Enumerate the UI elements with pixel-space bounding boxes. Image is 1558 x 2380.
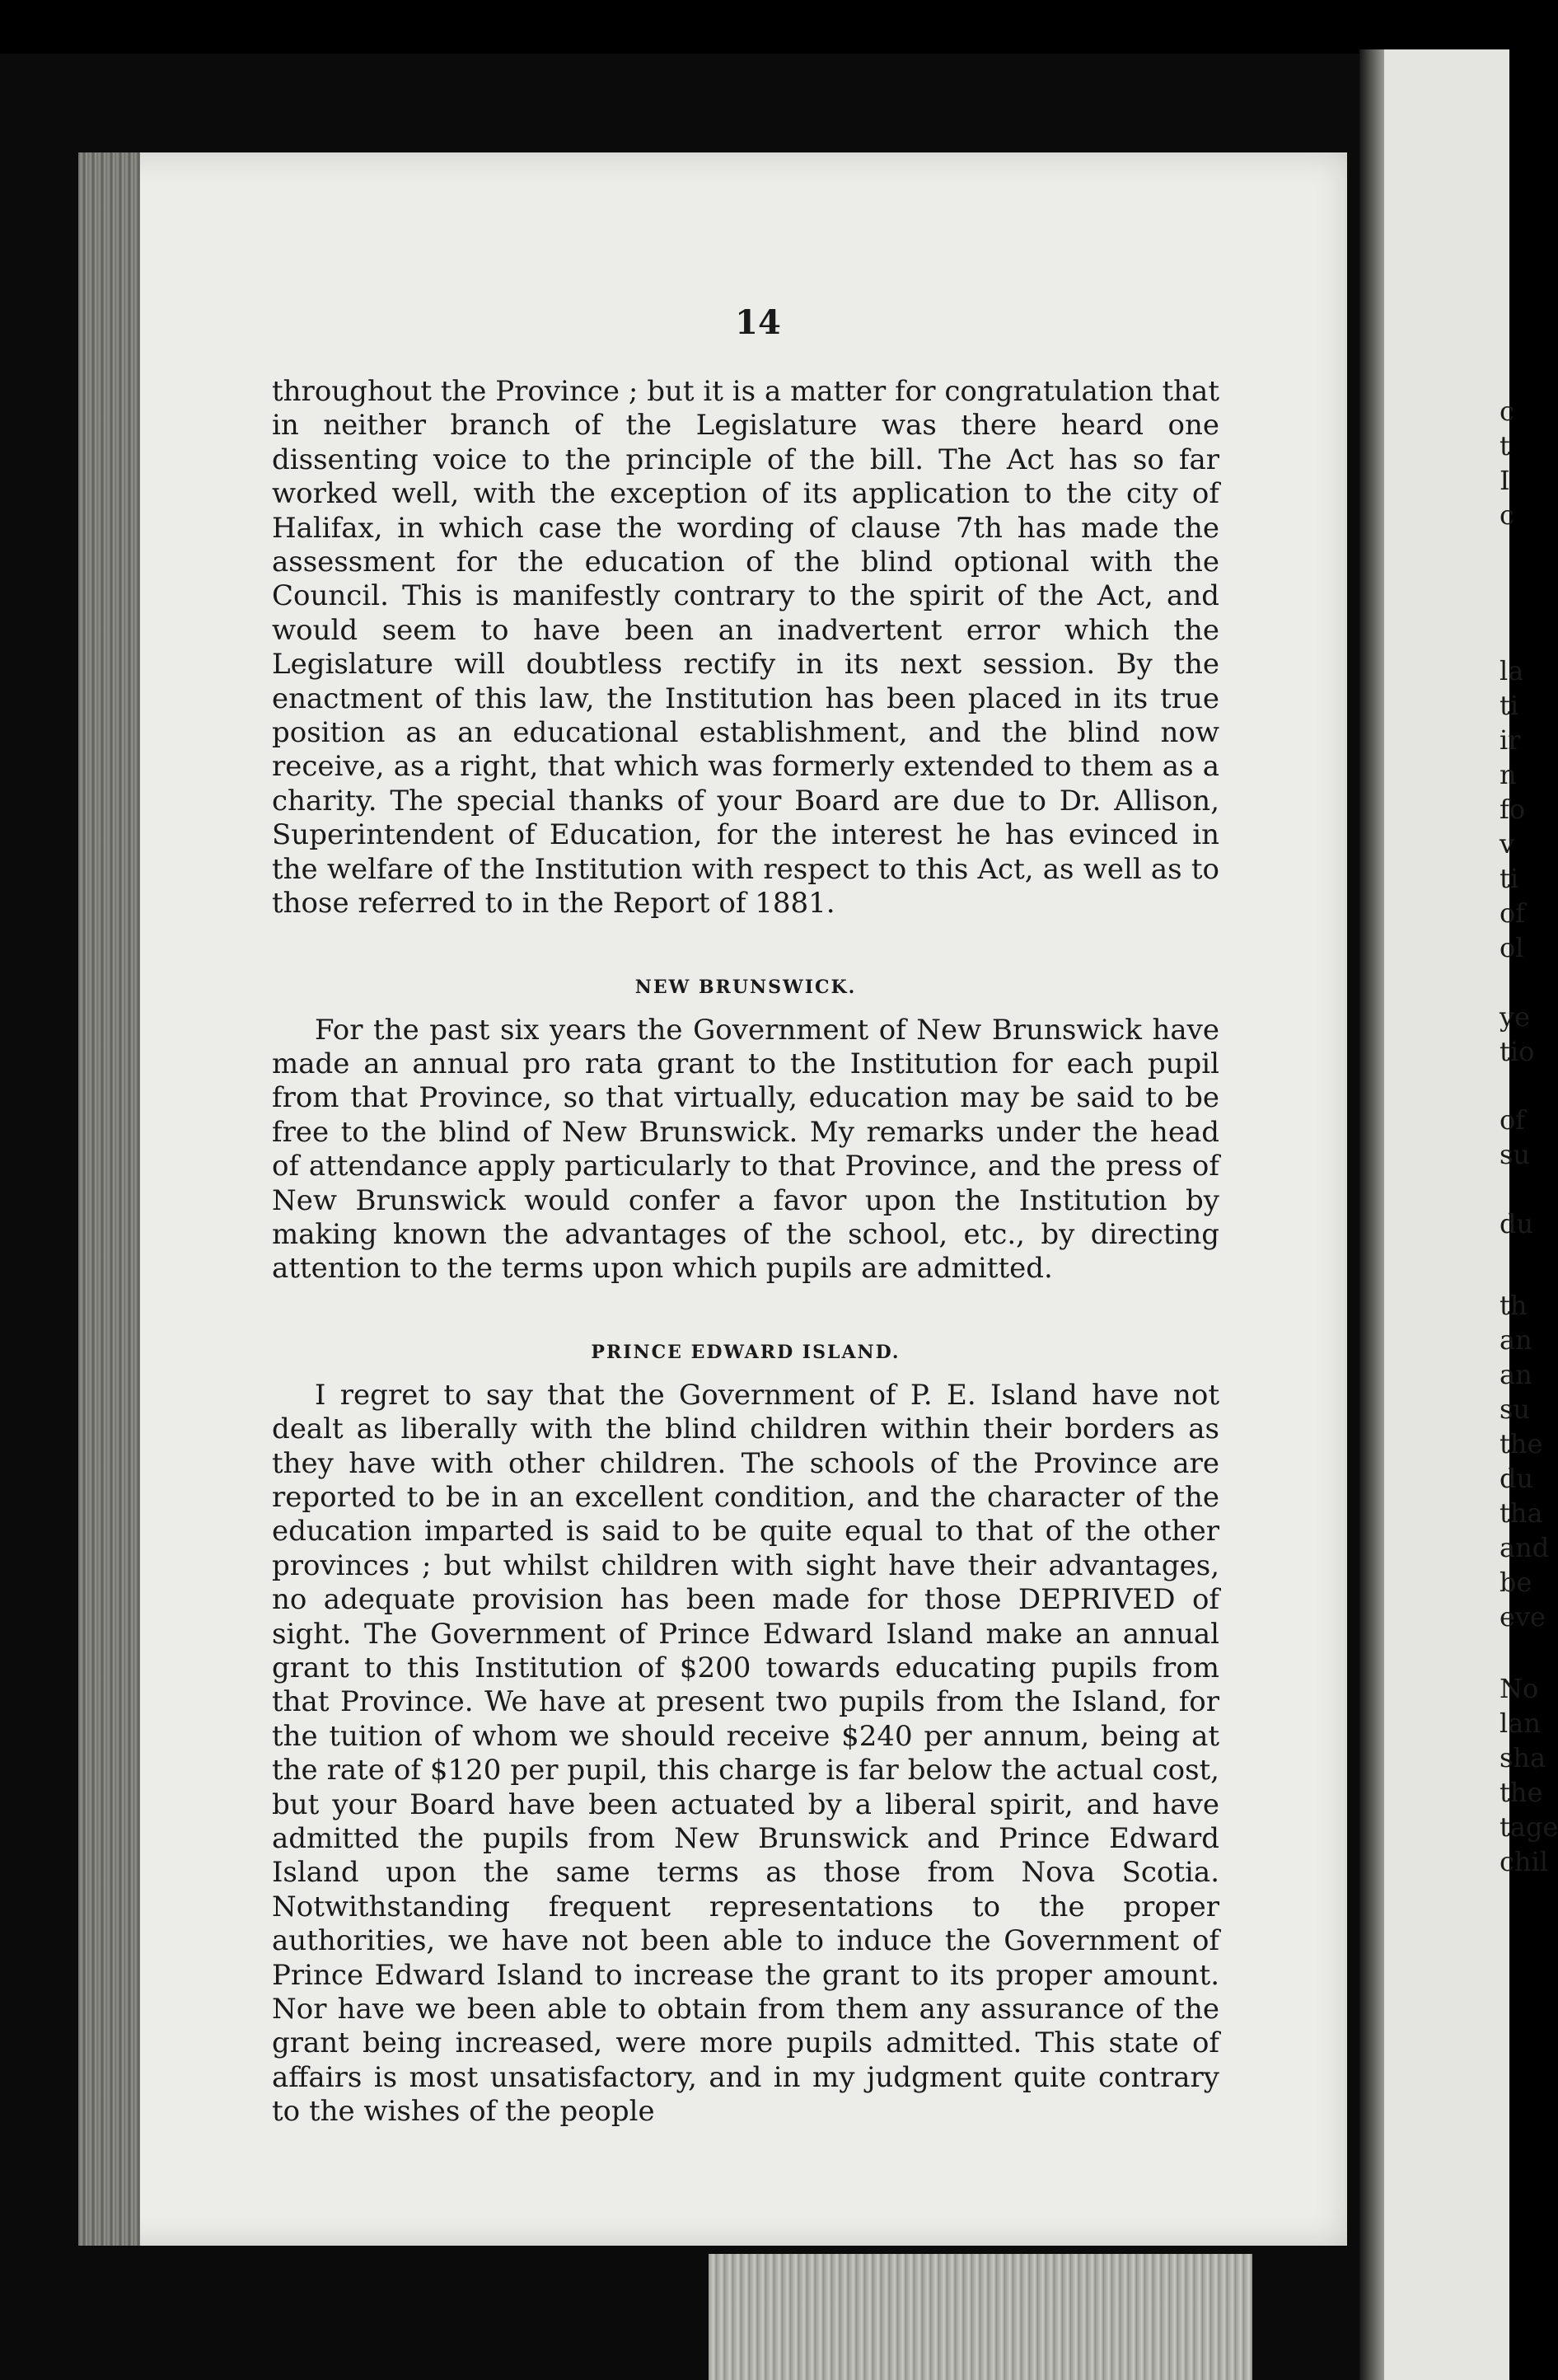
facing-fragment: ir	[1500, 724, 1521, 756]
facing-fragment: an	[1500, 1359, 1532, 1390]
paragraph-legislature-act: throughout the Province ; but it is a matter for congratulation that in neither branch of the Legislature was there heard one dissenting voice to the principle of the bill. The Act has so far worked well, with the exception of its application to the city of Halifax, in which case the wording of clause 7th has made the assessment for the education of the blind optional with the Council. This is manifestly contrary to the spirit of the Act, and would seem to have been an inadvertent error which the Legislature will doubtless rectify in its next session. By the enactment of this law, the Institution has been placed in its true position as an educational establishment, and the blind now receive, as a right, that which was formerly extended to them as a charity. The special thanks of your Board are due to Dr. Allison, Superintendent of Education, for the interest he has evinced in the welfare of the Institution with respect to this Act, as well as to those referred to in the Report of 1881.	[272, 375, 1219, 921]
facing-page-gutter	[1359, 49, 1384, 2380]
facing-page	[1374, 49, 1509, 2380]
facing-fragment: v	[1500, 828, 1515, 860]
heading-new-brunswick: NEW BRUNSWICK.	[634, 976, 857, 998]
scan-top-border	[0, 0, 1509, 54]
paragraph-new-brunswick: For the past six years the Government of New Brunswick have made an annual pro rata grant to the Institution for each pupil from that Province, so that virtually, education may be said to be free to the blind of New Brunswick. My remarks under the head of attendance apply particularly to that Province, and the press of New Brunswick would confer a favor upon the Institution by making known the advantages of the school, etc., by directing attention to the terms upon which pupils are admitted.	[272, 1013, 1219, 1286]
facing-fragment: th	[1500, 1290, 1528, 1321]
facing-fragment: ti	[1500, 690, 1519, 721]
facing-fragment: du	[1500, 1463, 1534, 1494]
facing-fragment: No	[1500, 1673, 1539, 1704]
facing-fragment: la	[1500, 655, 1524, 686]
facing-fragment: lan	[1500, 1708, 1541, 1739]
facing-fragment: t	[1500, 430, 1510, 461]
facing-fragment: du	[1500, 1208, 1534, 1239]
facing-fragment: sha	[1500, 1742, 1546, 1773]
page-number: 14	[735, 303, 781, 342]
heading-prince-edward-island: PRINCE EDWARD ISLAND.	[591, 1341, 901, 1363]
facing-fragment: an	[1500, 1324, 1532, 1356]
facing-fragment: c	[1500, 396, 1514, 427]
book-spine-edge	[78, 152, 140, 2246]
facing-fragment: of	[1500, 1104, 1526, 1136]
page-stack-edge	[709, 2254, 1252, 2380]
facing-fragment: ye	[1500, 1001, 1531, 1033]
facing-fragment: su	[1500, 1394, 1531, 1425]
facing-fragment: I	[1500, 465, 1510, 496]
facing-fragment: ti	[1500, 863, 1519, 894]
facing-fragment: be	[1500, 1567, 1532, 1598]
facing-fragment: chil	[1500, 1846, 1548, 1877]
facing-fragment: the	[1500, 1428, 1543, 1459]
facing-fragment: the	[1500, 1777, 1543, 1808]
facing-fragment: n	[1500, 759, 1517, 790]
facing-fragment: su	[1500, 1139, 1531, 1170]
facing-fragment: eve	[1500, 1601, 1546, 1633]
facing-fragment: tage	[1500, 1811, 1558, 1843]
facing-fragment: c	[1500, 499, 1514, 531]
facing-fragment: tha	[1500, 1497, 1543, 1529]
facing-fragment: and	[1500, 1532, 1550, 1563]
facing-fragment: of	[1500, 897, 1526, 929]
facing-fragment: ol	[1500, 932, 1524, 963]
page-body	[272, 297, 1219, 2129]
paragraph-prince-edward-island: I regret to say that the Government of P. E. Island have not dealt as liberally with the blind children within their borders as they have with other children. The schools of the Province are reported to be in an excellent condition, and the character of the education imparted is said to be quite equal to that of the other provinces ; but whilst children with sight have their advantages, no adequate provision has been made for those DEPRIVED of sight. The Government of Prince Edward Island make an annual grant to this Institution of $200 towards educating pupils from that Province. We have at present two pupils from the Island, for the tuition of whom we should receive $240 per annum, being at the rate of $120 per pupil, this charge is far below the actual cost, but your Board have been actuated by a liberal spirit, and have admitted the pupils from New Brunswick and Prince Edward Island upon the same terms as those from Nova Scotia. Notwithstanding frequent representations to the proper authorities, we have not been able to induce the Government of Prince Edward Island to increase the grant to its proper amount. Nor have we been able to obtain from them any assurance of the grant being increased, were more pupils admitted. This state of affairs is most unsatisfactory, and in my judgment quite contrary to the wishes of the people	[272, 1378, 1219, 2129]
facing-fragment: tio	[1500, 1036, 1535, 1067]
facing-fragment: fo	[1500, 794, 1526, 825]
